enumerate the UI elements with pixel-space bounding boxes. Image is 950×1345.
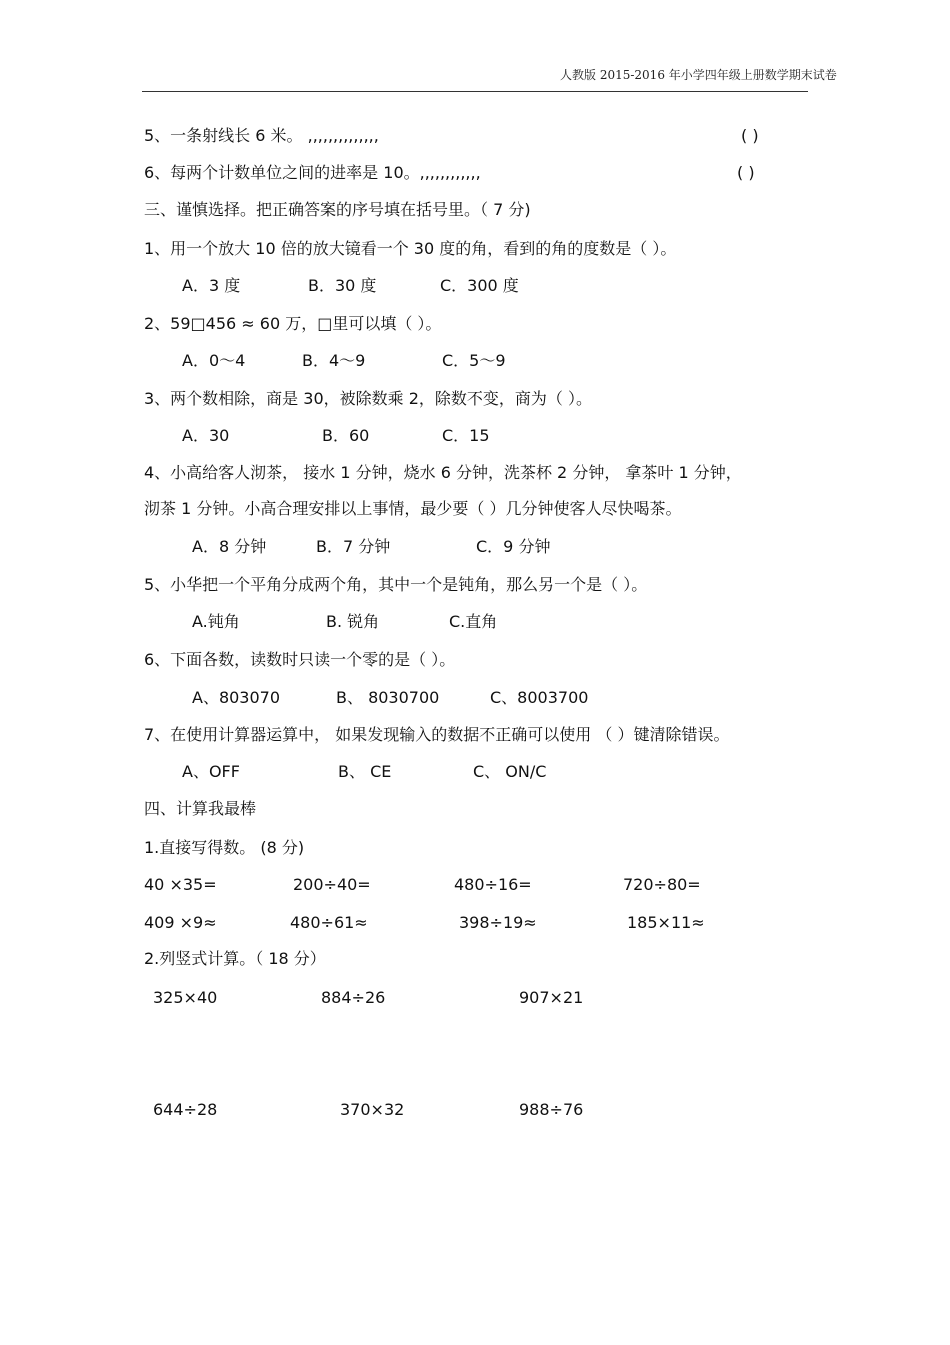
option-a: A．30 (182, 426, 230, 445)
answer-bracket: ( ) (737, 163, 755, 182)
option-b: B．30 度 (308, 276, 377, 295)
calc-item: 185×11≈ (627, 913, 705, 932)
option-b: B、 8030700 (336, 688, 440, 707)
option-a: A．3 度 (182, 276, 241, 295)
vertical-calc-item: 644÷28 (153, 1100, 218, 1119)
subsection-title: 1.直接写得数。 (8 分) (144, 838, 305, 857)
section-title: 四、计算我最棒 (144, 799, 257, 818)
vertical-calc-item: 325×40 (153, 988, 218, 1007)
header-rule (142, 91, 808, 92)
question-text: 1、用一个放大 10 倍的放大镜看一个 30 度的角，看到的角的度数是（ ）。 (144, 239, 677, 258)
answer-bracket: ( ) (741, 126, 759, 145)
calc-item: 720÷80= (623, 875, 701, 894)
question-text: 5、小华把一个平角分成两个角，其中一个是钝角，那么另一个是（ ）。 (144, 575, 648, 594)
option-a: A．8 分钟 (192, 537, 267, 556)
question-text-continued: 沏茶 1 分钟。小高合理安排以上事情，最少要（ ）几分钟使客人尽快喝茶。 (144, 499, 682, 518)
subsection-title: 2.列竖式计算。（ 18 分） (144, 949, 326, 968)
vertical-calc-item: 370×32 (340, 1100, 405, 1119)
option-c: C、8003700 (490, 688, 589, 707)
option-a: A．0～4 (182, 351, 246, 370)
option-a: A、803070 (192, 688, 281, 707)
option-b: B．60 (322, 426, 370, 445)
section-title: 三、谨慎选择。把正确答案的序号填在括号里。（ 7 分) (144, 200, 531, 219)
option-c: C.直角 (449, 612, 498, 631)
option-c: C．300 度 (440, 276, 519, 295)
vertical-calc-item: 884÷26 (321, 988, 386, 1007)
calc-item: 200÷40= (293, 875, 371, 894)
option-a: A、OFF (182, 762, 240, 781)
option-b: B、 CE (338, 762, 392, 781)
option-c: C．5～9 (442, 351, 506, 370)
option-b: B. 锐角 (326, 612, 380, 631)
calc-item: 409 ×9≈ (144, 913, 217, 932)
question-text: 6、下面各数，读数时只读一个零的是（ ）。 (144, 650, 456, 669)
question-text: 4、小高给客人沏茶， 接水 1 分钟，烧水 6 分钟，洗茶杯 2 分钟， 拿茶叶 1 分钟， (144, 463, 742, 482)
question-text: 7、在使用计算器运算中， 如果发现输入的数据不正确可以使用 （ ）键清除错误。 (144, 725, 730, 744)
calc-item: 480÷16= (454, 875, 532, 894)
option-c: C、 ON/C (473, 762, 547, 781)
option-b: B．4～9 (302, 351, 366, 370)
option-b: B．7 分钟 (316, 537, 391, 556)
option-a: A.钝角 (192, 612, 240, 631)
calc-item: 398÷19≈ (459, 913, 537, 932)
question-text: 2、59□456 ≈ 60 万，□里可以填（ ）。 (144, 314, 442, 333)
vertical-calc-item: 907×21 (519, 988, 584, 1007)
option-c: C．15 (442, 426, 490, 445)
calc-item: 480÷61≈ (290, 913, 368, 932)
page-header: 人教版 2015-2016 年小学四年级上册数学期末试卷 (560, 68, 837, 82)
option-c: C．9 分钟 (476, 537, 551, 556)
question-text: 3、两个数相除，商是 30，被除数乘 2，除数不变，商为（ ）。 (144, 389, 592, 408)
vertical-calc-item: 988÷76 (519, 1100, 584, 1119)
judgment-item-6: 6、每两个计数单位之间的进率是 10。,,,,,,,,,,,, (144, 163, 481, 182)
calc-item: 40 ×35= (144, 875, 217, 894)
judgment-item-5: 5、一条射线长 6 米。 ,,,,,,,,,,,,,, (144, 126, 379, 145)
